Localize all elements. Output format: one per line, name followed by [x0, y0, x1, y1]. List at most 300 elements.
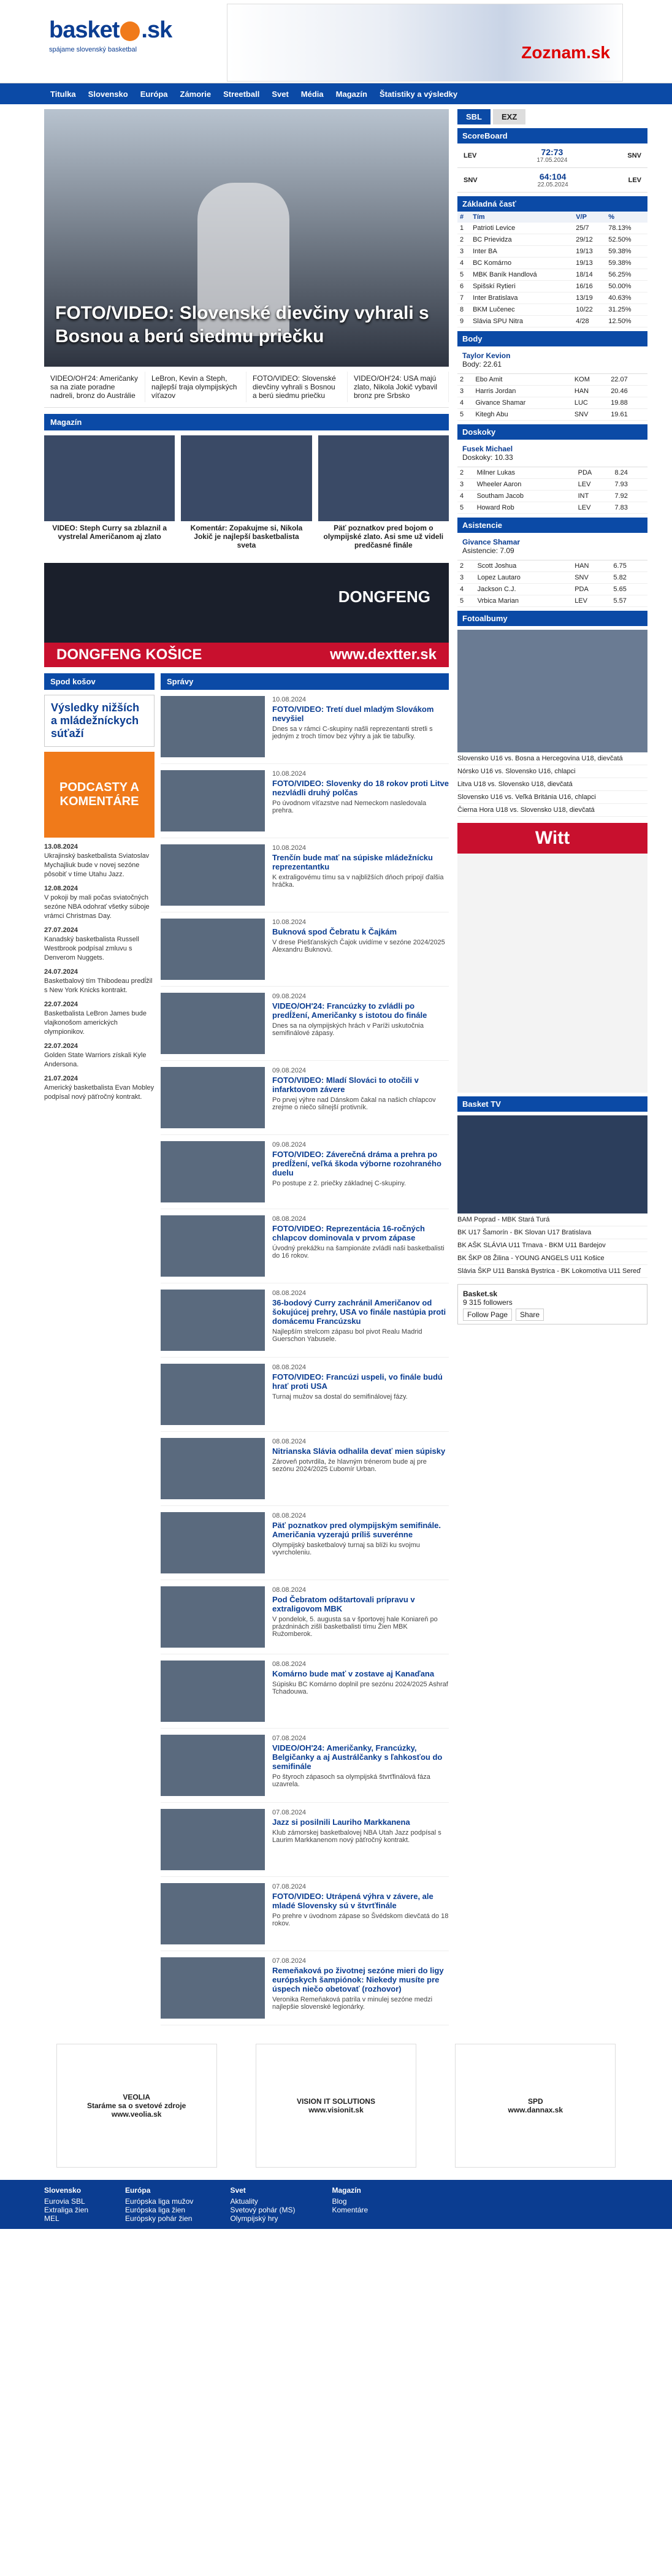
- footer: [0, 2180, 672, 2229]
- zoznam-logo: Zoznam.sk: [521, 43, 610, 62]
- asist-row-cell: Scott Joshua: [475, 560, 573, 572]
- news-item[interactable]: [161, 1432, 449, 1506]
- zakladna-header: Základná časť: [457, 196, 647, 212]
- magazin-header: Magazín: [44, 414, 449, 430]
- magazin-card[interactable]: [318, 435, 449, 552]
- footer-link[interactable]: Eurovia SBL: [44, 2197, 85, 2206]
- news-date: 08.08.2024: [272, 1512, 307, 1519]
- news-date: 08.08.2024: [272, 1290, 307, 1297]
- spod-date: 12.08.2024: [44, 885, 78, 892]
- footer-col: [125, 2186, 193, 2223]
- partners: [37, 2044, 635, 2168]
- nav-item[interactable]: Štatistiky a výsledky: [379, 89, 458, 99]
- body-leader-stat: Body: 22.61: [462, 360, 502, 369]
- dosk-leader[interactable]: Fusek Michael: [462, 445, 513, 453]
- witt-ad[interactable]: [457, 823, 647, 1093]
- standings-row[interactable]: [457, 304, 647, 316]
- partner-card[interactable]: [56, 2044, 217, 2168]
- asist-row-cell: Jackson C.J.: [475, 584, 573, 595]
- news-image[interactable]: [161, 1364, 265, 1425]
- dongfeng-brand: DONGFENG: [338, 587, 430, 606]
- footer-link[interactable]: Európska liga žien: [125, 2206, 186, 2214]
- footer-col: [332, 2186, 368, 2223]
- nav-item[interactable]: Slovensko: [88, 89, 128, 99]
- news-item[interactable]: [161, 690, 449, 764]
- score-date: 17.05.2024: [536, 157, 568, 164]
- news-item[interactable]: [161, 1209, 449, 1283]
- spravy: [161, 673, 449, 2025]
- standings-row-cell: 50.00%: [606, 281, 647, 292]
- news-image[interactable]: [161, 1883, 265, 1944]
- footer-link[interactable]: Olympijský hry: [230, 2214, 278, 2223]
- asist-row-cell: PDA: [572, 584, 611, 595]
- nav-item[interactable]: Zámorie: [180, 89, 212, 99]
- news-excerpt: Zároveň potvrdila, že hlavným trénerom bude aj pre sezónu 2024/2025 Ľubomír Urban.: [272, 1458, 427, 1473]
- standings-row[interactable]: [457, 292, 647, 304]
- asist-row[interactable]: [457, 560, 647, 572]
- standings-row-cell: 56.25%: [606, 269, 647, 281]
- standings-row-cell: 59.38%: [606, 246, 647, 258]
- news-date: 08.08.2024: [272, 1438, 307, 1445]
- standings-row[interactable]: [457, 281, 647, 292]
- footer-link[interactable]: MEL: [44, 2214, 59, 2223]
- body-row-cell: 20.46: [608, 386, 647, 397]
- news-body: [265, 696, 449, 757]
- tab-exz[interactable]: EXZ: [493, 109, 525, 124]
- news-title[interactable]: Päť poznatkov pred olympijským semifinále. Američania vyzerajú príliš suverénne: [272, 1521, 441, 1539]
- body-table: [457, 374, 647, 421]
- news-item[interactable]: [161, 1135, 449, 1209]
- dosk-row-cell: INT: [576, 491, 613, 502]
- body-row-cell: 5: [457, 409, 473, 421]
- news-image[interactable]: [161, 1512, 265, 1573]
- news-date: 08.08.2024: [272, 1661, 307, 1668]
- hero-headline[interactable]: FOTO/VIDEO: Slovenské dievčiny vyhrali s Bosnou a berú siedmu priečku: [55, 303, 429, 346]
- news-title[interactable]: VIDEO/OH'24: Francúzky to zvládli po predĺžení, Američanky s istotou do finále: [272, 1001, 427, 1020]
- news-item[interactable]: [161, 912, 449, 987]
- body-row[interactable]: [457, 397, 647, 409]
- asist-row-cell: HAN: [572, 560, 611, 572]
- news-image[interactable]: [161, 1735, 265, 1796]
- standings-row-cell: 16/16: [573, 281, 606, 292]
- standings-row-cell: 10/22: [573, 304, 606, 316]
- footer-heading[interactable]: Svet: [230, 2186, 246, 2195]
- news-body: [265, 1215, 449, 1277]
- spod-text[interactable]: V pokoji by mali počas sviatočných sezóne NBA odohrať všetky súboje vrámci Christmas Day.: [44, 894, 150, 920]
- news-excerpt: Veronika Remeňaková patrila v minulej sezóne medzi najlepšie slovenské legionárky.: [272, 1996, 433, 2011]
- news-date: 09.08.2024: [272, 1067, 307, 1074]
- spod-text[interactable]: Kanadský basketbalista Russell Westbrook podpísal zmluvu s Denverom Nuggets.: [44, 936, 139, 961]
- news-item[interactable]: [161, 1951, 449, 2025]
- asist-row-cell: 5.82: [611, 572, 647, 584]
- news-title[interactable]: Nitrianska Slávia odhalila devať mien súpisky: [272, 1447, 446, 1456]
- news-item[interactable]: [161, 1877, 449, 1951]
- news-image[interactable]: [161, 1438, 265, 1499]
- news-excerpt: V pondelok, 5. augusta sa v športovej hale Koniareň po prázdninách zišli basketbalisti tímu Žien MBK Ružomberok.: [272, 1616, 438, 1638]
- score-row[interactable]: [457, 168, 647, 193]
- body-row-cell: KOM: [572, 374, 608, 386]
- news-body: [265, 993, 449, 1054]
- standings-col: %: [606, 212, 647, 223]
- score-result: 64:104 22.05.2024: [537, 172, 568, 188]
- asist-row-cell: 5.57: [611, 595, 647, 607]
- body-row-cell: 19.61: [608, 409, 647, 421]
- footer-heading[interactable]: Európa: [125, 2186, 151, 2195]
- tv-item[interactable]: BAM Poprad - MBK Stará Turá: [457, 1213, 647, 1226]
- news-date: 07.08.2024: [272, 1735, 307, 1742]
- asist-row[interactable]: [457, 584, 647, 595]
- body-row-cell: 22.07: [608, 374, 647, 386]
- standings-row-cell: MBK Baník Handlová: [470, 269, 573, 281]
- news-image[interactable]: [161, 993, 265, 1054]
- tv-item[interactable]: Slávia ŠKP U11 Banská Bystrica - BK Lokomotíva U11 Sereď: [457, 1265, 647, 1278]
- magazin-cards: [44, 430, 449, 557]
- news-title[interactable]: FOTO/VIDEO: Reprezentácia 16-ročných chlapcov dominovala v prvom zápase: [272, 1224, 425, 1242]
- asist-row-cell: LEV: [572, 595, 611, 607]
- partner-url[interactable]: www.veolia.sk: [111, 2110, 162, 2119]
- nav-item[interactable]: Magazín: [335, 89, 367, 99]
- subnews-item[interactable]: VIDEO/OH'24: USA majú zlato, Nikola Jokič vybavil bronz pre Srbsko: [348, 372, 449, 402]
- standings-row[interactable]: [457, 223, 647, 234]
- news-excerpt: Dnes sa na olympijských hrách v Paríži uskutočnia semifinálové zápasy.: [272, 1022, 424, 1037]
- dongfeng-url: www.dextter.sk: [330, 646, 437, 663]
- news-image[interactable]: [161, 1141, 265, 1202]
- standings-row-cell: 78.13%: [606, 223, 647, 234]
- partner-card[interactable]: [455, 2044, 616, 2168]
- logo[interactable]: [0, 0, 208, 83]
- standings-row[interactable]: [457, 234, 647, 246]
- body-row-cell: LUC: [572, 397, 608, 409]
- magazin-title[interactable]: VIDEO: Steph Curry sa zblaznil a vystrelal Američanom aj zlato: [52, 524, 167, 541]
- dosk-row-cell: Howard Rob: [475, 502, 576, 514]
- footer-link[interactable]: Európska liga mužov: [125, 2197, 194, 2206]
- spod-text[interactable]: Ukrajinský basketbalista Sviatoslav Mychajliuk bude v novej sezóne pôsobiť v tíme Utahu Jazz.: [44, 852, 150, 878]
- body-row-cell: 3: [457, 386, 473, 397]
- magazin-image: [44, 435, 175, 521]
- subnews-item[interactable]: LeBron, Kevin a Steph, najlepší traja olympijských víťazov: [145, 372, 246, 402]
- news-excerpt: Po štyroch zápasoch sa olympijská štvrťfinálová fáza uzavrela.: [272, 1773, 430, 1788]
- news-body: [265, 1290, 449, 1351]
- header: [0, 0, 672, 83]
- news-item[interactable]: [161, 1580, 449, 1654]
- standings-row-cell: Inter BA: [470, 246, 573, 258]
- standings-row-cell: 9: [457, 316, 470, 327]
- spod-date: 22.07.2024: [44, 1001, 78, 1008]
- tv-image[interactable]: [457, 1115, 647, 1213]
- dongfeng-left: DONGFENG KOŠICE: [56, 646, 202, 663]
- news-item[interactable]: [161, 1283, 449, 1358]
- dosk-table: [457, 467, 647, 514]
- news-title[interactable]: FOTO/VIDEO: Mladí Slováci to otočili v infarktovom závere: [272, 1076, 419, 1094]
- news-image[interactable]: [161, 919, 265, 980]
- tab-sbl[interactable]: SBL: [457, 109, 491, 124]
- news-title[interactable]: FOTO/VIDEO: Utrápená výhra v závere, ale mladé Slovensky sú v štvrťfinále: [272, 1892, 433, 1910]
- news-excerpt: Turnaj mužov sa dostal do semifinálovej fázy.: [272, 1393, 408, 1401]
- magazin-card[interactable]: [181, 435, 311, 552]
- standings-row-cell: 29/12: [573, 234, 606, 246]
- doskoky-header: Doskoky: [457, 424, 647, 440]
- hero[interactable]: [44, 109, 449, 367]
- spod-text[interactable]: Basketbalový tím Thibodeau predĺžil s New York Knicks kontrakt.: [44, 977, 153, 994]
- score-date: 22.05.2024: [537, 182, 568, 188]
- news-excerpt: K extraligovému tímu sa v najbližších dňoch pripojí ďalšia hráčka.: [272, 874, 444, 889]
- dosk-row-cell: 7.83: [612, 502, 647, 514]
- dosk-row[interactable]: [457, 502, 647, 514]
- standings-row-cell: 5: [457, 269, 470, 281]
- news-title[interactable]: Pod Čebratom odštartovali prípravu v extraligovom MBK: [272, 1595, 415, 1613]
- body-row-cell: Ebo Amit: [473, 374, 571, 386]
- asist-row-cell: 3: [457, 572, 475, 584]
- standings-row-cell: Slávia SPU Nitra: [470, 316, 573, 327]
- spod-date: 22.07.2024: [44, 1042, 78, 1050]
- dosk-row-cell: 7.93: [612, 479, 647, 491]
- partner-name: SPD: [527, 2097, 543, 2106]
- body-row-cell: Kitegh Abu: [473, 409, 571, 421]
- foto-header: Fotoalbumy: [457, 611, 647, 626]
- spravy-header: Správy: [161, 673, 449, 690]
- news-title[interactable]: Buknová spod Čebratu k Čajkám: [272, 927, 397, 936]
- partner-url[interactable]: www.visionit.sk: [308, 2106, 364, 2114]
- news-excerpt: Dnes sa v rámci C-skupiny našli reprezentanti stretli s jedným z troch tímov bez výhry a jak tie tabuľky.: [272, 725, 433, 740]
- partner-name: VISION IT SOLUTIONS: [296, 2097, 375, 2106]
- news-image[interactable]: [161, 696, 265, 757]
- ball-icon: [120, 21, 140, 41]
- news-excerpt: Po úvodnom víťazstve nad Nemeckom nasledovala prehra.: [272, 800, 427, 814]
- dosk-row-cell: PDA: [576, 467, 613, 479]
- news-body: [265, 1364, 449, 1425]
- subnews-item[interactable]: VIDEO/OH'24: Američanky sa na ziate poradne nadreli, bronz do Austrálie: [44, 372, 145, 402]
- right-column: [457, 109, 647, 2025]
- standings-row-cell: 3: [457, 246, 470, 258]
- news-image[interactable]: [161, 1215, 265, 1277]
- standings-row[interactable]: [457, 269, 647, 281]
- standings-row-cell: 52.50%: [606, 234, 647, 246]
- news-image[interactable]: [161, 844, 265, 906]
- news-item[interactable]: [161, 1729, 449, 1803]
- news-title[interactable]: FOTO/VIDEO: Tretí duel mladým Slovákom nevyšiel: [272, 705, 434, 723]
- body-row-cell: 2: [457, 374, 473, 386]
- subnews-item[interactable]: FOTO/VIDEO: Slovenské dievčiny vyhrali s Bosnou a berú siedmu priečku: [246, 372, 348, 402]
- album-item[interactable]: Slovensko U16 vs. Bosna a Hercegovina U18, dievčatá: [457, 752, 647, 765]
- dosk-row-cell: 8.24: [612, 467, 647, 479]
- asist-header: Asistencie: [457, 518, 647, 533]
- partner-url[interactable]: www.dannax.sk: [508, 2106, 563, 2114]
- footer-heading[interactable]: Magazín: [332, 2186, 361, 2195]
- news-image[interactable]: [161, 1957, 265, 2019]
- standings-row-cell: BKM Lučenec: [470, 304, 573, 316]
- news-title[interactable]: FOTO/VIDEO: Francúzi uspeli, vo finále budú hrať proti USA: [272, 1372, 443, 1391]
- footer-link[interactable]: Blog: [332, 2197, 347, 2206]
- news-item[interactable]: [161, 1061, 449, 1135]
- news-title[interactable]: FOTO/VIDEO: Záverečná dráma a prehra po predĺžení, veľká škoda výborne rozohraného duelu: [272, 1150, 441, 1177]
- news-image[interactable]: [161, 1586, 265, 1648]
- news-body: [265, 1586, 449, 1648]
- standings-row-cell: Patrioti Levice: [470, 223, 573, 234]
- magazin-title[interactable]: Päť poznatkov pred bojom o olympijské zlato. Asi sme už videli predčasné finále: [323, 524, 444, 549]
- footer-link[interactable]: Svetový pohár (MS): [230, 2206, 296, 2214]
- nav-item[interactable]: Titulka: [50, 89, 76, 99]
- standings-row-cell: Inter Bratislava: [470, 292, 573, 304]
- body-row[interactable]: [457, 386, 647, 397]
- foto-image[interactable]: [457, 630, 647, 752]
- news-body: [265, 1067, 449, 1128]
- subnews: [44, 367, 449, 408]
- footer-link[interactable]: Aktuality: [230, 2197, 258, 2206]
- standings-row-cell: 13/19: [573, 292, 606, 304]
- spod-kosov: [44, 673, 155, 2025]
- standings-col: V/P: [573, 212, 606, 223]
- spod-text[interactable]: Basketbalista LeBron James bude vlajkonošom amerických olympionikov.: [44, 1010, 147, 1036]
- dosk-row[interactable]: [457, 491, 647, 502]
- asist-row[interactable]: [457, 572, 647, 584]
- fb-follow-button[interactable]: Follow Page: [463, 1309, 512, 1321]
- dosk-row-cell: 5: [457, 502, 475, 514]
- podcasty-box[interactable]: PODCASTY A KOMENTÁRE: [44, 752, 155, 838]
- spod-text[interactable]: Golden State Warriors získali Kyle Andersona.: [44, 1052, 147, 1068]
- news-date: 08.08.2024: [272, 1586, 307, 1594]
- news-title[interactable]: Komárno bude mať v zostave aj Kanaďana: [272, 1669, 435, 1678]
- news-body: [265, 1661, 449, 1722]
- news-excerpt: Po prehre v úvodnom zápase so Švédskom dievčatá do 18 rokov.: [272, 1913, 449, 1927]
- news-body: [265, 1438, 449, 1499]
- standings-row-cell: 31.25%: [606, 304, 647, 316]
- body-row[interactable]: [457, 409, 647, 421]
- news-body: [265, 919, 449, 980]
- partner-name: VEOLIA: [123, 2093, 150, 2101]
- footer-link[interactable]: Extraliga žien: [44, 2206, 89, 2214]
- news-excerpt: Po prvej výhre nad Dánskom čakal na našich chlapcov zrejme o niečo silnejší protivník.: [272, 1096, 436, 1111]
- brand-subtitle: spájame slovenský basketbal: [49, 46, 137, 53]
- news-title[interactable]: Remeňaková po životnej sezóne mieri do ligy európskych šampiónok: Niekedy musíte pre úspech niečo obetovať (rozhovor): [272, 1966, 444, 1993]
- news-date: 10.08.2024: [272, 770, 307, 778]
- news-date: 10.08.2024: [272, 844, 307, 852]
- brand-name: basket: [49, 17, 120, 43]
- asist-row-cell: Vrbica Marian: [475, 595, 573, 607]
- score-home: LEV: [464, 151, 477, 159]
- news-body: [265, 1809, 449, 1870]
- news-item[interactable]: [161, 1358, 449, 1432]
- dosk-row-cell: LEV: [576, 479, 613, 491]
- asist-row-cell: 5: [457, 595, 475, 607]
- standings-row-cell: 19/13: [573, 246, 606, 258]
- dosk-row[interactable]: [457, 467, 647, 479]
- asist-row-cell: 5.65: [611, 584, 647, 595]
- nav-item[interactable]: Svet: [272, 89, 289, 99]
- magazin-card[interactable]: [44, 435, 175, 552]
- news-image[interactable]: [161, 1290, 265, 1351]
- news-image[interactable]: [161, 1661, 265, 1722]
- magazin-image: [181, 435, 311, 521]
- tv-item[interactable]: BK U17 Šamorín - BK Slovan U17 Bratislava: [457, 1226, 647, 1239]
- news-item[interactable]: [161, 987, 449, 1061]
- news-item[interactable]: [161, 1654, 449, 1729]
- news-excerpt: Klub zámorskej basketbalovej NBA Utah Jazz podpísal s Laurim Markkanenom nový päťročný kontrakt.: [272, 1829, 441, 1844]
- news-item[interactable]: [161, 764, 449, 838]
- dosk-leader-stat: Doskoky: 10.33: [462, 453, 513, 462]
- news-image[interactable]: [161, 770, 265, 831]
- news-title[interactable]: Trenčín bude mať na súpiske mládežnícku reprezentantku: [272, 853, 433, 871]
- dosk-row-cell: 3: [457, 479, 475, 491]
- standings-row-cell: 8: [457, 304, 470, 316]
- spod-kosov-header: Spod košov: [44, 673, 155, 690]
- news-title[interactable]: 36-bodový Curry zachránil Američanov od šokujúcej prehry, USA vo finále nastúpia proti domácemu Francúzsku: [272, 1298, 446, 1326]
- standings-row-cell: 19/13: [573, 258, 606, 269]
- news-body: [265, 1883, 449, 1944]
- standings-row-cell: 1: [457, 223, 470, 234]
- header-banner[interactable]: [227, 4, 623, 82]
- footer-link[interactable]: Komentáre: [332, 2206, 368, 2214]
- score-away: LEV: [628, 176, 641, 184]
- news-date: 10.08.2024: [272, 919, 307, 926]
- fb-share-button[interactable]: Share: [516, 1309, 544, 1321]
- footer-heading[interactable]: Slovensko: [44, 2186, 82, 2195]
- nav-item[interactable]: Európa: [140, 89, 168, 99]
- news-item[interactable]: [161, 1506, 449, 1580]
- body-row[interactable]: [457, 374, 647, 386]
- spod-text[interactable]: Americký basketbalista Evan Mobley podpísal nový päťročný kontrakt.: [44, 1084, 155, 1101]
- news-date: 08.08.2024: [272, 1364, 307, 1371]
- tv-item[interactable]: BK AŠK SLÁVIA U11 Trnava - BKM U11 Bardejov: [457, 1239, 647, 1252]
- album-item[interactable]: Slovensko U16 vs. Veľká Británia U16, chlapci: [457, 791, 647, 804]
- album-item[interactable]: Čierna Hora U18 vs. Slovensko U18, dievčatá: [457, 804, 647, 817]
- album-item[interactable]: Nórsko U16 vs. Slovensko U16, chlapci: [457, 765, 647, 778]
- magazin-title[interactable]: Komentár: Zopakujme si, Nikola Jokič je najlepší basketbalista sveta: [190, 524, 303, 549]
- body-leader[interactable]: Taylor Kevion: [462, 351, 511, 360]
- nav-item[interactable]: Média: [300, 89, 324, 99]
- news-title[interactable]: Jazz si posilnili Lauriho Markkanena: [272, 1817, 410, 1827]
- dosk-row-cell: LEV: [576, 502, 613, 514]
- fb-name[interactable]: Basket.sk: [463, 1290, 498, 1298]
- news-body: [265, 770, 449, 831]
- standings-row-cell: 59.38%: [606, 258, 647, 269]
- magazin-image: [318, 435, 449, 521]
- news-item[interactable]: [161, 838, 449, 912]
- news-body: [265, 1735, 449, 1796]
- standings-row[interactable]: [457, 316, 647, 327]
- spod-date: 21.07.2024: [44, 1075, 78, 1082]
- asist-leader-stat: Asistencie: 7.09: [462, 546, 514, 555]
- footer-link[interactable]: Európsky pohár žien: [125, 2214, 193, 2223]
- standings-row-cell: 7: [457, 292, 470, 304]
- news-image[interactable]: [161, 1067, 265, 1128]
- main-nav: [0, 83, 672, 104]
- fb-widget: [457, 1284, 647, 1324]
- tv-item[interactable]: BK ŠKP 08 Žilina - YOUNG ANGELS U11 Košice: [457, 1252, 647, 1265]
- news-title[interactable]: VIDEO/OH'24: Američanky, Francúzky, Belgičanky a aj Austrálčanky s ľahkosťou do semifinále: [272, 1743, 443, 1771]
- news-item[interactable]: [161, 1803, 449, 1877]
- news-excerpt: V drese Piešťanských Čajok uvidíme v sezóne 2024/2025 Alexandru Buknovú.: [272, 939, 445, 954]
- dongfeng-ad[interactable]: [44, 563, 449, 667]
- news-body: [265, 1957, 449, 2019]
- news-title[interactable]: FOTO/VIDEO: Slovenky do 18 rokov proti Litve nezvládli druhý polčas: [272, 779, 449, 797]
- asist-row-cell: 2: [457, 560, 475, 572]
- partner-card[interactable]: [256, 2044, 416, 2168]
- vysledky-box[interactable]: Výsledky nižších a mládežníckych súťaží: [44, 695, 155, 747]
- news-body: [265, 1512, 449, 1573]
- body-header: Body: [457, 331, 647, 346]
- score-row[interactable]: [457, 143, 647, 168]
- standings-row[interactable]: [457, 246, 647, 258]
- left-column: [44, 109, 449, 2025]
- album-item[interactable]: Litva U18 vs. Slovensko U18, dievčatá: [457, 778, 647, 791]
- standings-row[interactable]: [457, 258, 647, 269]
- spod-date: 27.07.2024: [44, 927, 78, 934]
- news-image[interactable]: [161, 1809, 265, 1870]
- dosk-row[interactable]: [457, 479, 647, 491]
- nav-item[interactable]: Streetball: [223, 89, 260, 99]
- asist-row[interactable]: [457, 595, 647, 607]
- asist-leader[interactable]: Givance Shamar: [462, 538, 521, 546]
